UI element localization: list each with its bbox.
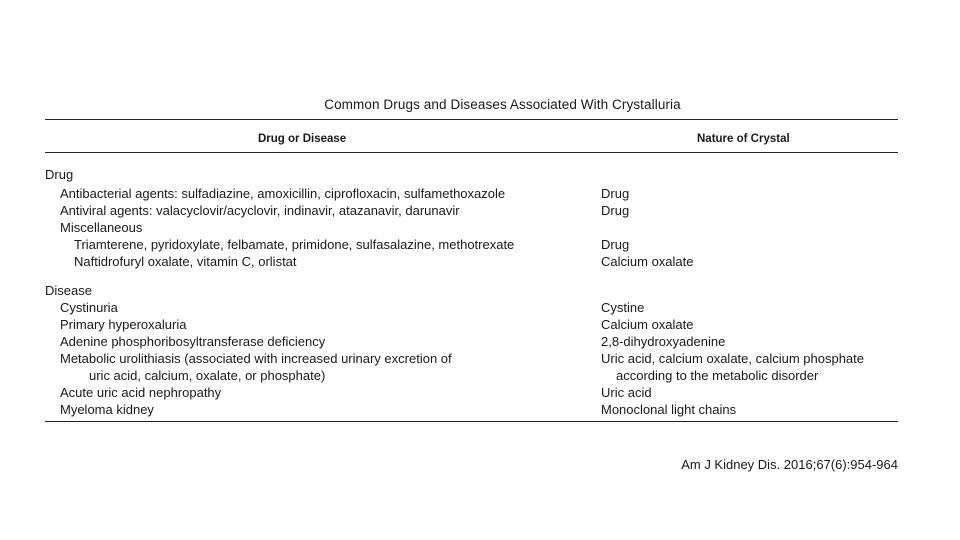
table-cell-nature-of-crystal: Drug [601,237,630,252]
header-rule [45,152,898,153]
table-cell-nature-of-crystal: Monoclonal light chains [601,402,737,417]
table-cell-drug-or-disease: Cystinuria [60,300,118,315]
table-cell-nature-of-crystal: Calcium oxalate [601,317,694,332]
bottom-rule [45,421,898,422]
table-cell-drug-or-disease: Adenine phosphoribosyltransferase deficiency [60,334,326,349]
table-cell-continuation: according to the metabolic disorder [616,368,819,383]
table-cell-nature-of-crystal: 2,8-dihydroxyadenine [601,334,726,349]
section-label-disease: Disease [45,283,92,298]
table-cell-drug-or-disease: Antiviral agents: valacyclovir/acyclovir, indinavir, atazanavir, darunavir [60,203,460,218]
table-cell-nature-of-crystal: Uric acid [601,385,652,400]
table-cell-drug-or-disease: Myeloma kidney [60,402,154,417]
table-cell-nature-of-crystal: Drug [601,186,630,201]
table-cell-drug-or-disease: Acute uric acid nephropathy [60,385,222,400]
table-cell-nature-of-crystal: Cystine [601,300,645,315]
table-cell-drug-or-disease: Metabolic urolithiasis (associated with increased urinary excretion of [60,351,452,366]
table-cell-nature-of-crystal: Drug [601,203,630,218]
column-header-nature-of-crystal: Nature of Crystal [697,133,790,145]
table-cell-nature-of-crystal: Uric acid, calcium oxalate, calcium phosphate [601,351,865,366]
table-cell-nature-of-crystal: Calcium oxalate [601,254,694,269]
table-title: Common Drugs and Diseases Associated With Crystalluria [324,97,681,112]
table-cell-drug-or-disease: Primary hyperoxaluria [60,317,187,332]
column-header-drug-or-disease: Drug or Disease [258,133,347,145]
subsection-label-miscellaneous: Miscellaneous [60,220,143,235]
table-cell-continuation: uric acid, calcium, oxalate, or phosphate) [89,368,326,383]
citation: Am J Kidney Dis. 2016;67(6):954-964 [681,457,898,472]
section-label-drug: Drug [45,167,74,182]
table-cell-drug-or-disease: Antibacterial agents: sulfadiazine, amoxicillin, ciprofloxacin, sulfamethoxazole [60,186,506,201]
table-cell-drug-or-disease: Triamterene, pyridoxylate, felbamate, primidone, sulfasalazine, methotrexate [74,237,515,252]
top-rule [45,119,898,120]
table-cell-drug-or-disease: Naftidrofuryl oxalate, vitamin C, orlistat [74,254,297,269]
